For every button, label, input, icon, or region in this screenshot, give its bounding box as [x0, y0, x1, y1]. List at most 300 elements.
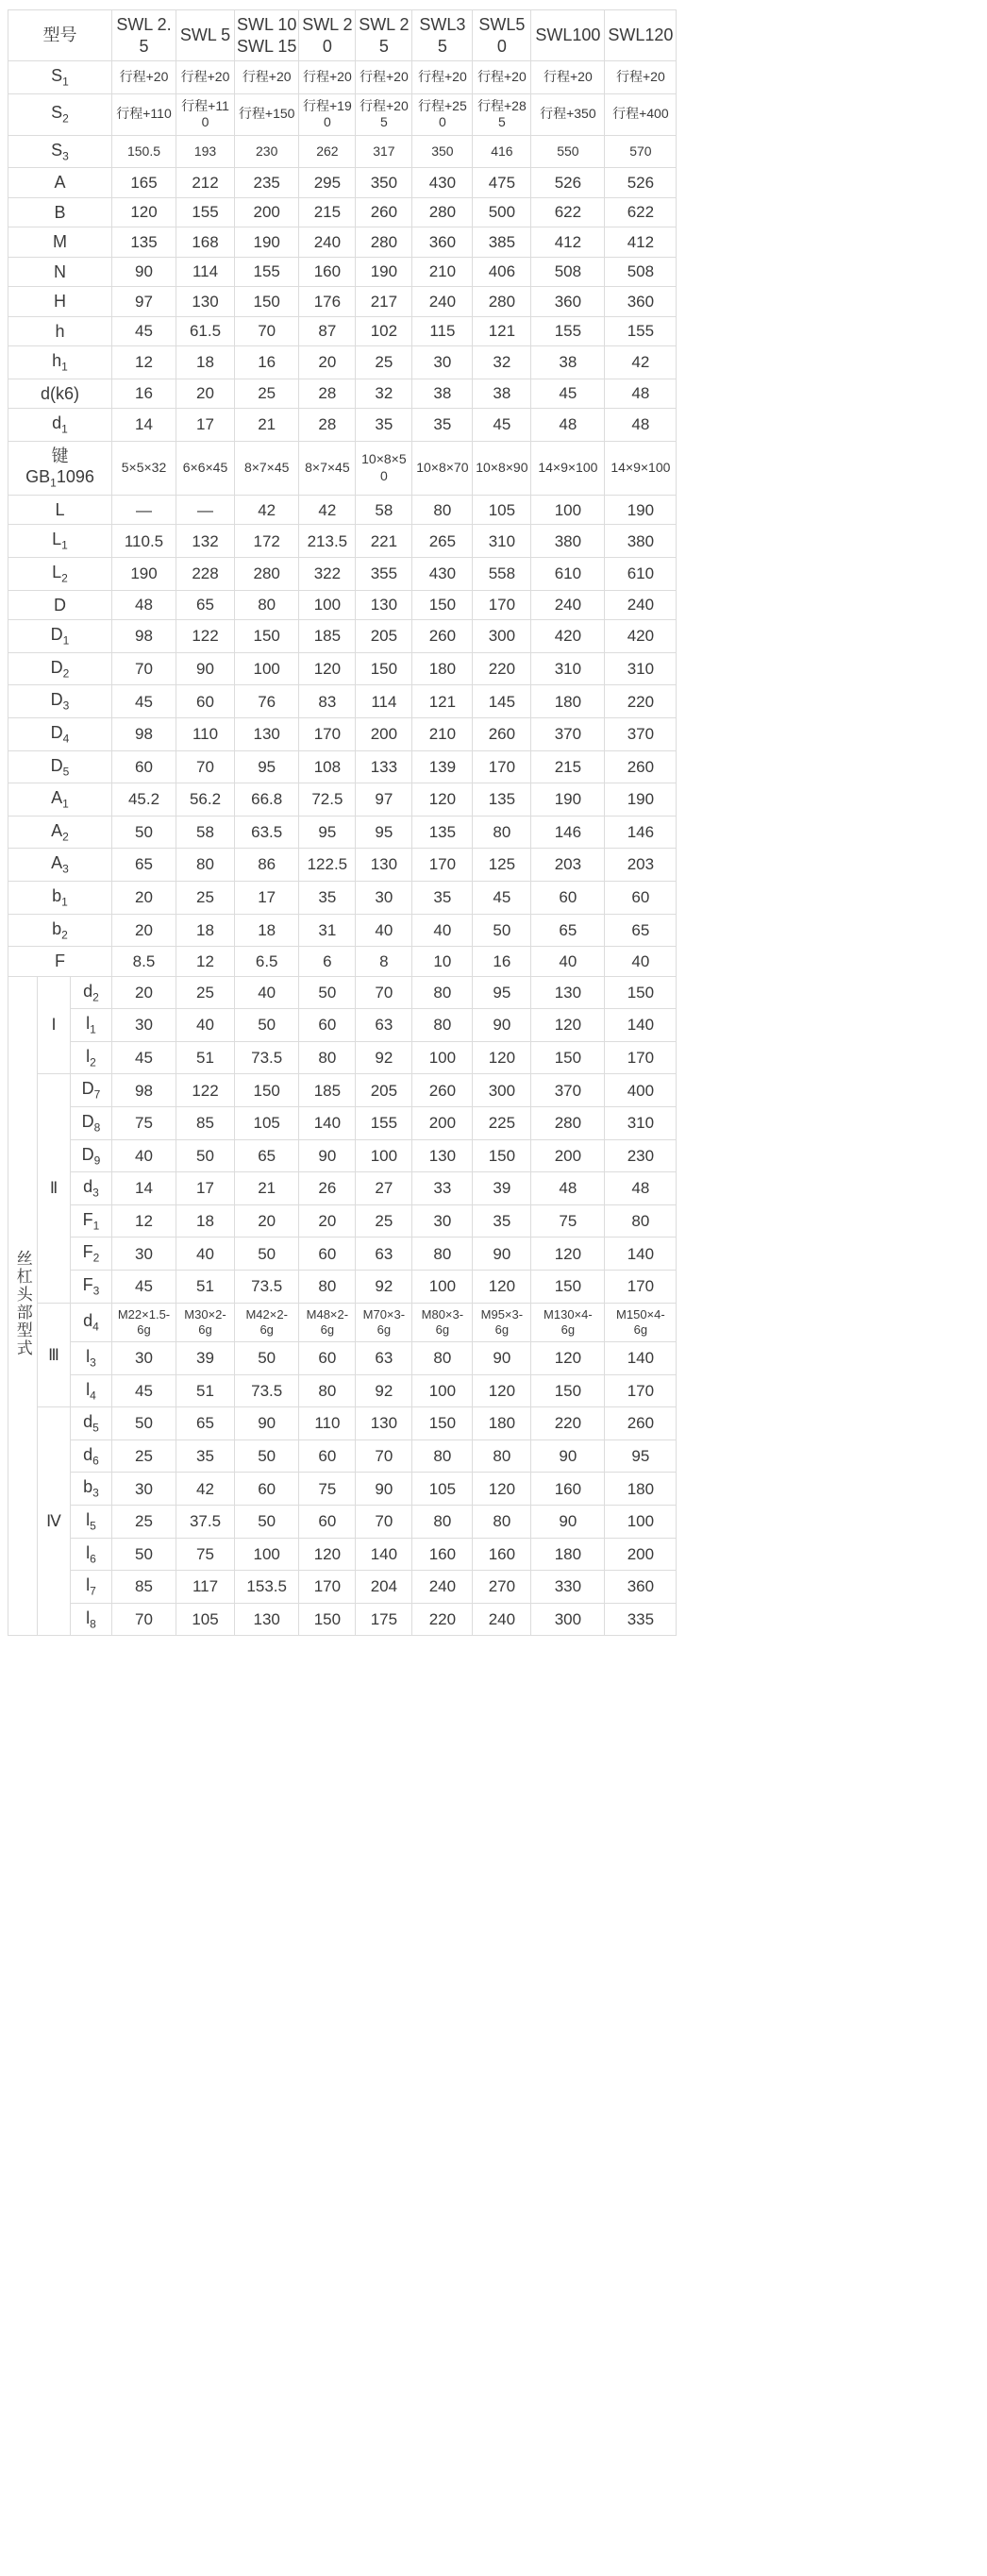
cell-line-1: 6g [435, 1322, 450, 1337]
cell: 20 [299, 1204, 356, 1237]
cell: 122.5 [299, 849, 356, 882]
cell: 80 [176, 849, 235, 882]
cell [299, 1303, 356, 1342]
cell: 行程+20 [412, 61, 473, 94]
row-label-subscript: 3 [62, 149, 69, 163]
table-row [8, 257, 677, 287]
cell: 370 [531, 1074, 605, 1107]
cell: 30 [412, 1204, 473, 1237]
row-label: $D_8$ [71, 1106, 112, 1139]
cell: 16 [235, 346, 299, 379]
header-col-2 [235, 10, 299, 61]
header-col-8-label: SWL120 [608, 25, 674, 45]
cell: 130 [356, 590, 412, 620]
cell: 72.5 [299, 783, 356, 817]
row-label: A [8, 168, 112, 198]
cell [605, 1303, 677, 1342]
cell: 100 [412, 1041, 473, 1074]
row-label-subscript: 3 [90, 1355, 96, 1370]
cell: 380 [531, 525, 605, 558]
row-label-subscript: 2 [90, 1055, 96, 1069]
cell: 125 [473, 849, 531, 882]
cell: 150 [412, 590, 473, 620]
cell: 150 [412, 1407, 473, 1440]
cell: 60 [299, 1009, 356, 1042]
cell: 150 [473, 1139, 531, 1172]
row-label: B [8, 197, 112, 227]
row-label-subscript: 1 [62, 75, 69, 89]
cell: 120 [531, 1342, 605, 1375]
cell [473, 1303, 531, 1342]
row-label: $D_9$ [71, 1139, 112, 1172]
table-row [8, 1139, 677, 1172]
table-row [8, 525, 677, 558]
cell: 80 [605, 1204, 677, 1237]
table-row [8, 316, 677, 346]
cell: 130 [356, 849, 412, 882]
row-label-subscript: 7 [90, 1584, 96, 1598]
row-label-subscript: 5 [92, 1421, 99, 1435]
cell: 12 [112, 1204, 176, 1237]
cell: 80 [473, 1440, 531, 1473]
cell: 80 [412, 1009, 473, 1042]
cell: 260 [412, 620, 473, 653]
cell: 70 [356, 1440, 412, 1473]
table-row [8, 1538, 677, 1571]
row-label: D [8, 590, 112, 620]
cell: 66.8 [235, 783, 299, 817]
cell: 90 [531, 1506, 605, 1539]
cell: 98 [112, 717, 176, 750]
cell: 98 [112, 620, 176, 653]
cell: 260 [605, 1407, 677, 1440]
cell: 190 [605, 495, 677, 525]
row-label-subscript: 1 [62, 633, 70, 648]
cell: 35 [412, 409, 473, 442]
cell: 180 [605, 1473, 677, 1506]
table-row [8, 1204, 677, 1237]
cell: 80 [473, 1506, 531, 1539]
cell: — [176, 495, 235, 525]
cell: 122 [176, 1074, 235, 1107]
row-label: $A_2$ [8, 816, 112, 849]
row-label-subscript: 2 [92, 1251, 100, 1265]
cell: 50 [473, 914, 531, 947]
cell: 行程+150 [235, 93, 299, 135]
cell: 90 [112, 257, 176, 287]
row-label-subscript: 8 [90, 1617, 96, 1631]
cell: 240 [531, 590, 605, 620]
cell: 65 [112, 849, 176, 882]
row-label: h [8, 316, 112, 346]
cell: 35 [412, 881, 473, 914]
cell-line-0: M42×2- [245, 1306, 288, 1322]
cell: 500 [473, 197, 531, 227]
cell: 150 [356, 652, 412, 685]
cell: 25 [235, 379, 299, 409]
row-label-subscript: 5 [62, 765, 70, 779]
row-label: $A_1$ [8, 783, 112, 817]
cell: 114 [356, 685, 412, 718]
cell: 172 [235, 525, 299, 558]
cell: 150 [235, 287, 299, 317]
cell: 38 [473, 379, 531, 409]
cell: 221 [356, 525, 412, 558]
cell: 280 [531, 1106, 605, 1139]
cell: 153.5 [235, 1571, 299, 1604]
table-row [8, 197, 677, 227]
cell: 180 [531, 1538, 605, 1571]
row-label: $l_5$ [71, 1506, 112, 1539]
cell: 97 [112, 287, 176, 317]
cell: 行程+20 [176, 61, 235, 94]
row-label-subscript: 2 [61, 571, 68, 585]
cell: 50 [112, 1538, 176, 1571]
cell: 51 [176, 1041, 235, 1074]
cell: 65 [531, 914, 605, 947]
cell: 28 [299, 379, 356, 409]
cell: 168 [176, 227, 235, 258]
cell: 350 [356, 168, 412, 198]
cell: 50 [112, 1407, 176, 1440]
cell: 51 [176, 1374, 235, 1407]
row-label: $A_3$ [8, 849, 112, 882]
cell: 330 [531, 1571, 605, 1604]
cell: 25 [112, 1506, 176, 1539]
cell: 行程+20 [299, 61, 356, 94]
cell: 80 [412, 1237, 473, 1271]
row-label: $S_1$ [8, 61, 112, 94]
cell: 30 [112, 1009, 176, 1042]
cell: 240 [473, 1603, 531, 1636]
cell: 570 [605, 135, 677, 168]
cell: 50 [235, 1342, 299, 1375]
cell: 130 [412, 1139, 473, 1172]
cell: 526 [531, 168, 605, 198]
cell: 8×7×45 [299, 441, 356, 495]
cell: 200 [605, 1538, 677, 1571]
cell: 180 [412, 652, 473, 685]
cell: 42 [299, 495, 356, 525]
cell: 73.5 [235, 1041, 299, 1074]
header-col-4 [356, 10, 412, 61]
cell: 100 [235, 1538, 299, 1571]
row-label: $D_1$ [8, 620, 112, 653]
cell: 95 [473, 976, 531, 1009]
cell: 228 [176, 558, 235, 591]
cell: 31 [299, 914, 356, 947]
cell: 90 [235, 1407, 299, 1440]
cell: 130 [356, 1407, 412, 1440]
cell: 360 [605, 1571, 677, 1604]
cell: 135 [473, 783, 531, 817]
cell: 25 [356, 346, 412, 379]
cell: 32 [473, 346, 531, 379]
row-label-subscript: 1 [92, 1219, 100, 1233]
cell: 203 [531, 849, 605, 882]
cell: 行程+20 [605, 61, 677, 94]
cell: 行程+190 [299, 93, 356, 135]
cell: 8.5 [112, 947, 176, 977]
cell: 175 [356, 1603, 412, 1636]
header-model-label: 型号 [8, 10, 112, 61]
row-label: $l_3$ [71, 1342, 112, 1375]
row-label: $l_6$ [71, 1538, 112, 1571]
cell: 150 [531, 1374, 605, 1407]
table-row [8, 1106, 677, 1139]
cell: 行程+250 [412, 93, 473, 135]
cell: 60 [299, 1506, 356, 1539]
table-row [8, 1074, 677, 1107]
cell: 6 [299, 947, 356, 977]
cell: 114 [176, 257, 235, 287]
cell: 412 [605, 227, 677, 258]
cell: 37.5 [176, 1506, 235, 1539]
table-row [8, 1571, 677, 1604]
cell: 100 [605, 1506, 677, 1539]
row-label: $d_4$ [71, 1303, 112, 1342]
cell [356, 1303, 412, 1342]
cell: 83 [299, 685, 356, 718]
cell: 140 [605, 1009, 677, 1042]
row-label-subscript: 3 [62, 699, 70, 713]
cell: 190 [356, 257, 412, 287]
cell: 75 [531, 1204, 605, 1237]
cell: 39 [176, 1342, 235, 1375]
row-label-subscript: 1 [90, 1022, 96, 1036]
cell: 170 [605, 1041, 677, 1074]
table-row [8, 652, 677, 685]
cell: 40 [176, 1009, 235, 1042]
cell: 30 [112, 1342, 176, 1375]
row-label: $b_1$ [8, 881, 112, 914]
row-label-subscript: 2 [62, 666, 70, 681]
cell-line-1: 6g [560, 1322, 576, 1337]
cell: 220 [412, 1603, 473, 1636]
row-label: $S_2$ [8, 93, 112, 135]
row-label: $l_4$ [71, 1374, 112, 1407]
table-row [8, 1041, 677, 1074]
cell: 18 [235, 914, 299, 947]
cell: 270 [473, 1571, 531, 1604]
cell: 120 [531, 1237, 605, 1271]
cell-line-0: M30×2- [184, 1306, 226, 1322]
cell: 215 [531, 750, 605, 783]
cell: 14 [112, 409, 176, 442]
row-label: $d_2$ [71, 976, 112, 1009]
cell: 100 [531, 495, 605, 525]
cell: 140 [299, 1106, 356, 1139]
cell: 70 [112, 1603, 176, 1636]
cell: 12 [176, 947, 235, 977]
cell: 80 [412, 1342, 473, 1375]
cell: 120 [112, 197, 176, 227]
cell: 行程+285 [473, 93, 531, 135]
cell: 146 [605, 816, 677, 849]
cell: 100 [299, 590, 356, 620]
cell: 30 [412, 346, 473, 379]
cell: 240 [299, 227, 356, 258]
cell: 63 [356, 1237, 412, 1271]
table-row [8, 93, 677, 135]
cell: 65 [235, 1139, 299, 1172]
cell: 150.5 [112, 135, 176, 168]
cell: 63 [356, 1342, 412, 1375]
cell: 40 [531, 947, 605, 977]
cell: 17 [235, 881, 299, 914]
cell: 110 [176, 717, 235, 750]
row-label: $D_7$ [71, 1074, 112, 1107]
cell: 98 [112, 1074, 176, 1107]
cell: 508 [531, 257, 605, 287]
table-row [8, 168, 677, 198]
cell: 20 [112, 881, 176, 914]
cell-line-0: M70×3- [362, 1306, 406, 1322]
cell-line-0: M48×2- [306, 1306, 349, 1322]
cell: 170 [473, 750, 531, 783]
cell: 50 [299, 976, 356, 1009]
cell: 38 [531, 346, 605, 379]
cell: 170 [299, 1571, 356, 1604]
cell: 80 [299, 1374, 356, 1407]
row-label-line-0: 键 [51, 446, 69, 465]
cell: 63.5 [235, 816, 299, 849]
cell: 240 [412, 1571, 473, 1604]
cell: 40 [605, 947, 677, 977]
row-label: $S_3$ [8, 135, 112, 168]
cell: 75 [112, 1106, 176, 1139]
cell: 317 [356, 135, 412, 168]
row-label: M [8, 227, 112, 258]
cell: 65 [176, 1407, 235, 1440]
table-row [8, 1506, 677, 1539]
cell [112, 1303, 176, 1342]
row-label-line-1: $GB_11096$ [25, 467, 94, 490]
row-label-subscript: 5 [90, 1519, 96, 1533]
row-label-subscript: 2 [62, 830, 69, 844]
cell [176, 1303, 235, 1342]
cell: 260 [473, 717, 531, 750]
row-label-subscript: 2 [92, 990, 99, 1004]
cell: 193 [176, 135, 235, 168]
cell: 17 [176, 409, 235, 442]
cell: 622 [605, 197, 677, 227]
cell: 200 [412, 1106, 473, 1139]
row-label: $L_1$ [8, 525, 112, 558]
group-roman-Ⅱ: Ⅱ [38, 1074, 71, 1303]
cell: 行程+110 [176, 93, 235, 135]
cell: 35 [176, 1440, 235, 1473]
cell: 6×6×45 [176, 441, 235, 495]
cell: 58 [176, 816, 235, 849]
cell: 48 [605, 379, 677, 409]
cell: 185 [299, 1074, 356, 1107]
cell: 80 [299, 1041, 356, 1074]
header-col-3 [299, 10, 356, 61]
cell: 70 [235, 316, 299, 346]
cell: 260 [605, 750, 677, 783]
row-label-subscript: 1 [61, 895, 68, 909]
cell: 200 [531, 1139, 605, 1172]
cell: 30 [356, 881, 412, 914]
cell: 行程+400 [605, 93, 677, 135]
table-row [8, 1440, 677, 1473]
cell: 558 [473, 558, 531, 591]
cell: 65 [605, 914, 677, 947]
cell: 120 [299, 652, 356, 685]
header-col-2-line-0: SWL 10 [237, 15, 297, 34]
cell: 190 [112, 558, 176, 591]
header-col-5-label: SWL35 [419, 15, 466, 56]
row-label: $d_5$ [71, 1407, 112, 1440]
table-row [8, 558, 677, 591]
table-row [8, 409, 677, 442]
cell: 39 [473, 1172, 531, 1205]
cell: 260 [356, 197, 412, 227]
row-label-subscript: 6 [90, 1552, 96, 1566]
cell: 8×7×45 [235, 441, 299, 495]
cell: 220 [473, 652, 531, 685]
cell: 32 [356, 379, 412, 409]
cell: 100 [412, 1374, 473, 1407]
cell: 400 [605, 1074, 677, 1107]
row-label-subscript: 6 [92, 1454, 99, 1468]
row-label: $D_4$ [8, 717, 112, 750]
cell: 160 [412, 1538, 473, 1571]
row-label: d(k6) [8, 379, 112, 409]
cell: 120 [531, 1009, 605, 1042]
cell: 90 [473, 1237, 531, 1271]
cell: 40 [112, 1139, 176, 1172]
cell: 50 [235, 1009, 299, 1042]
table-row [8, 135, 677, 168]
cell: 100 [412, 1270, 473, 1303]
cell: 14×9×100 [605, 441, 677, 495]
table-row [8, 914, 677, 947]
cell: 213.5 [299, 525, 356, 558]
header-col-8 [605, 10, 677, 61]
cell: 170 [299, 717, 356, 750]
cell: 60 [299, 1237, 356, 1271]
cell: 310 [473, 525, 531, 558]
cell: 42 [605, 346, 677, 379]
cell: 58 [356, 495, 412, 525]
table-row [8, 495, 677, 525]
cell: 230 [605, 1139, 677, 1172]
cell: 145 [473, 685, 531, 718]
cell: 25 [112, 1440, 176, 1473]
cell: 18 [176, 346, 235, 379]
header-col-2-line-1: SWL 15 [237, 36, 297, 56]
cell: 370 [531, 717, 605, 750]
cell: 40 [176, 1237, 235, 1271]
header-col-1-label: SWL 5 [179, 25, 231, 45]
cell-line-0: M22×1.5- [117, 1306, 171, 1322]
cell: 73.5 [235, 1270, 299, 1303]
cell: 60 [299, 1440, 356, 1473]
table-header-row [8, 10, 677, 61]
cell: 61.5 [176, 316, 235, 346]
row-label-subscript: 1 [61, 539, 68, 553]
cell: 50 [112, 816, 176, 849]
cell: 38 [412, 379, 473, 409]
cell: 8 [356, 947, 412, 977]
cell: 60 [299, 1342, 356, 1375]
cell: 420 [605, 620, 677, 653]
row-label-subscript: 4 [90, 1389, 96, 1403]
cell: 205 [356, 1074, 412, 1107]
cell: 220 [531, 1407, 605, 1440]
